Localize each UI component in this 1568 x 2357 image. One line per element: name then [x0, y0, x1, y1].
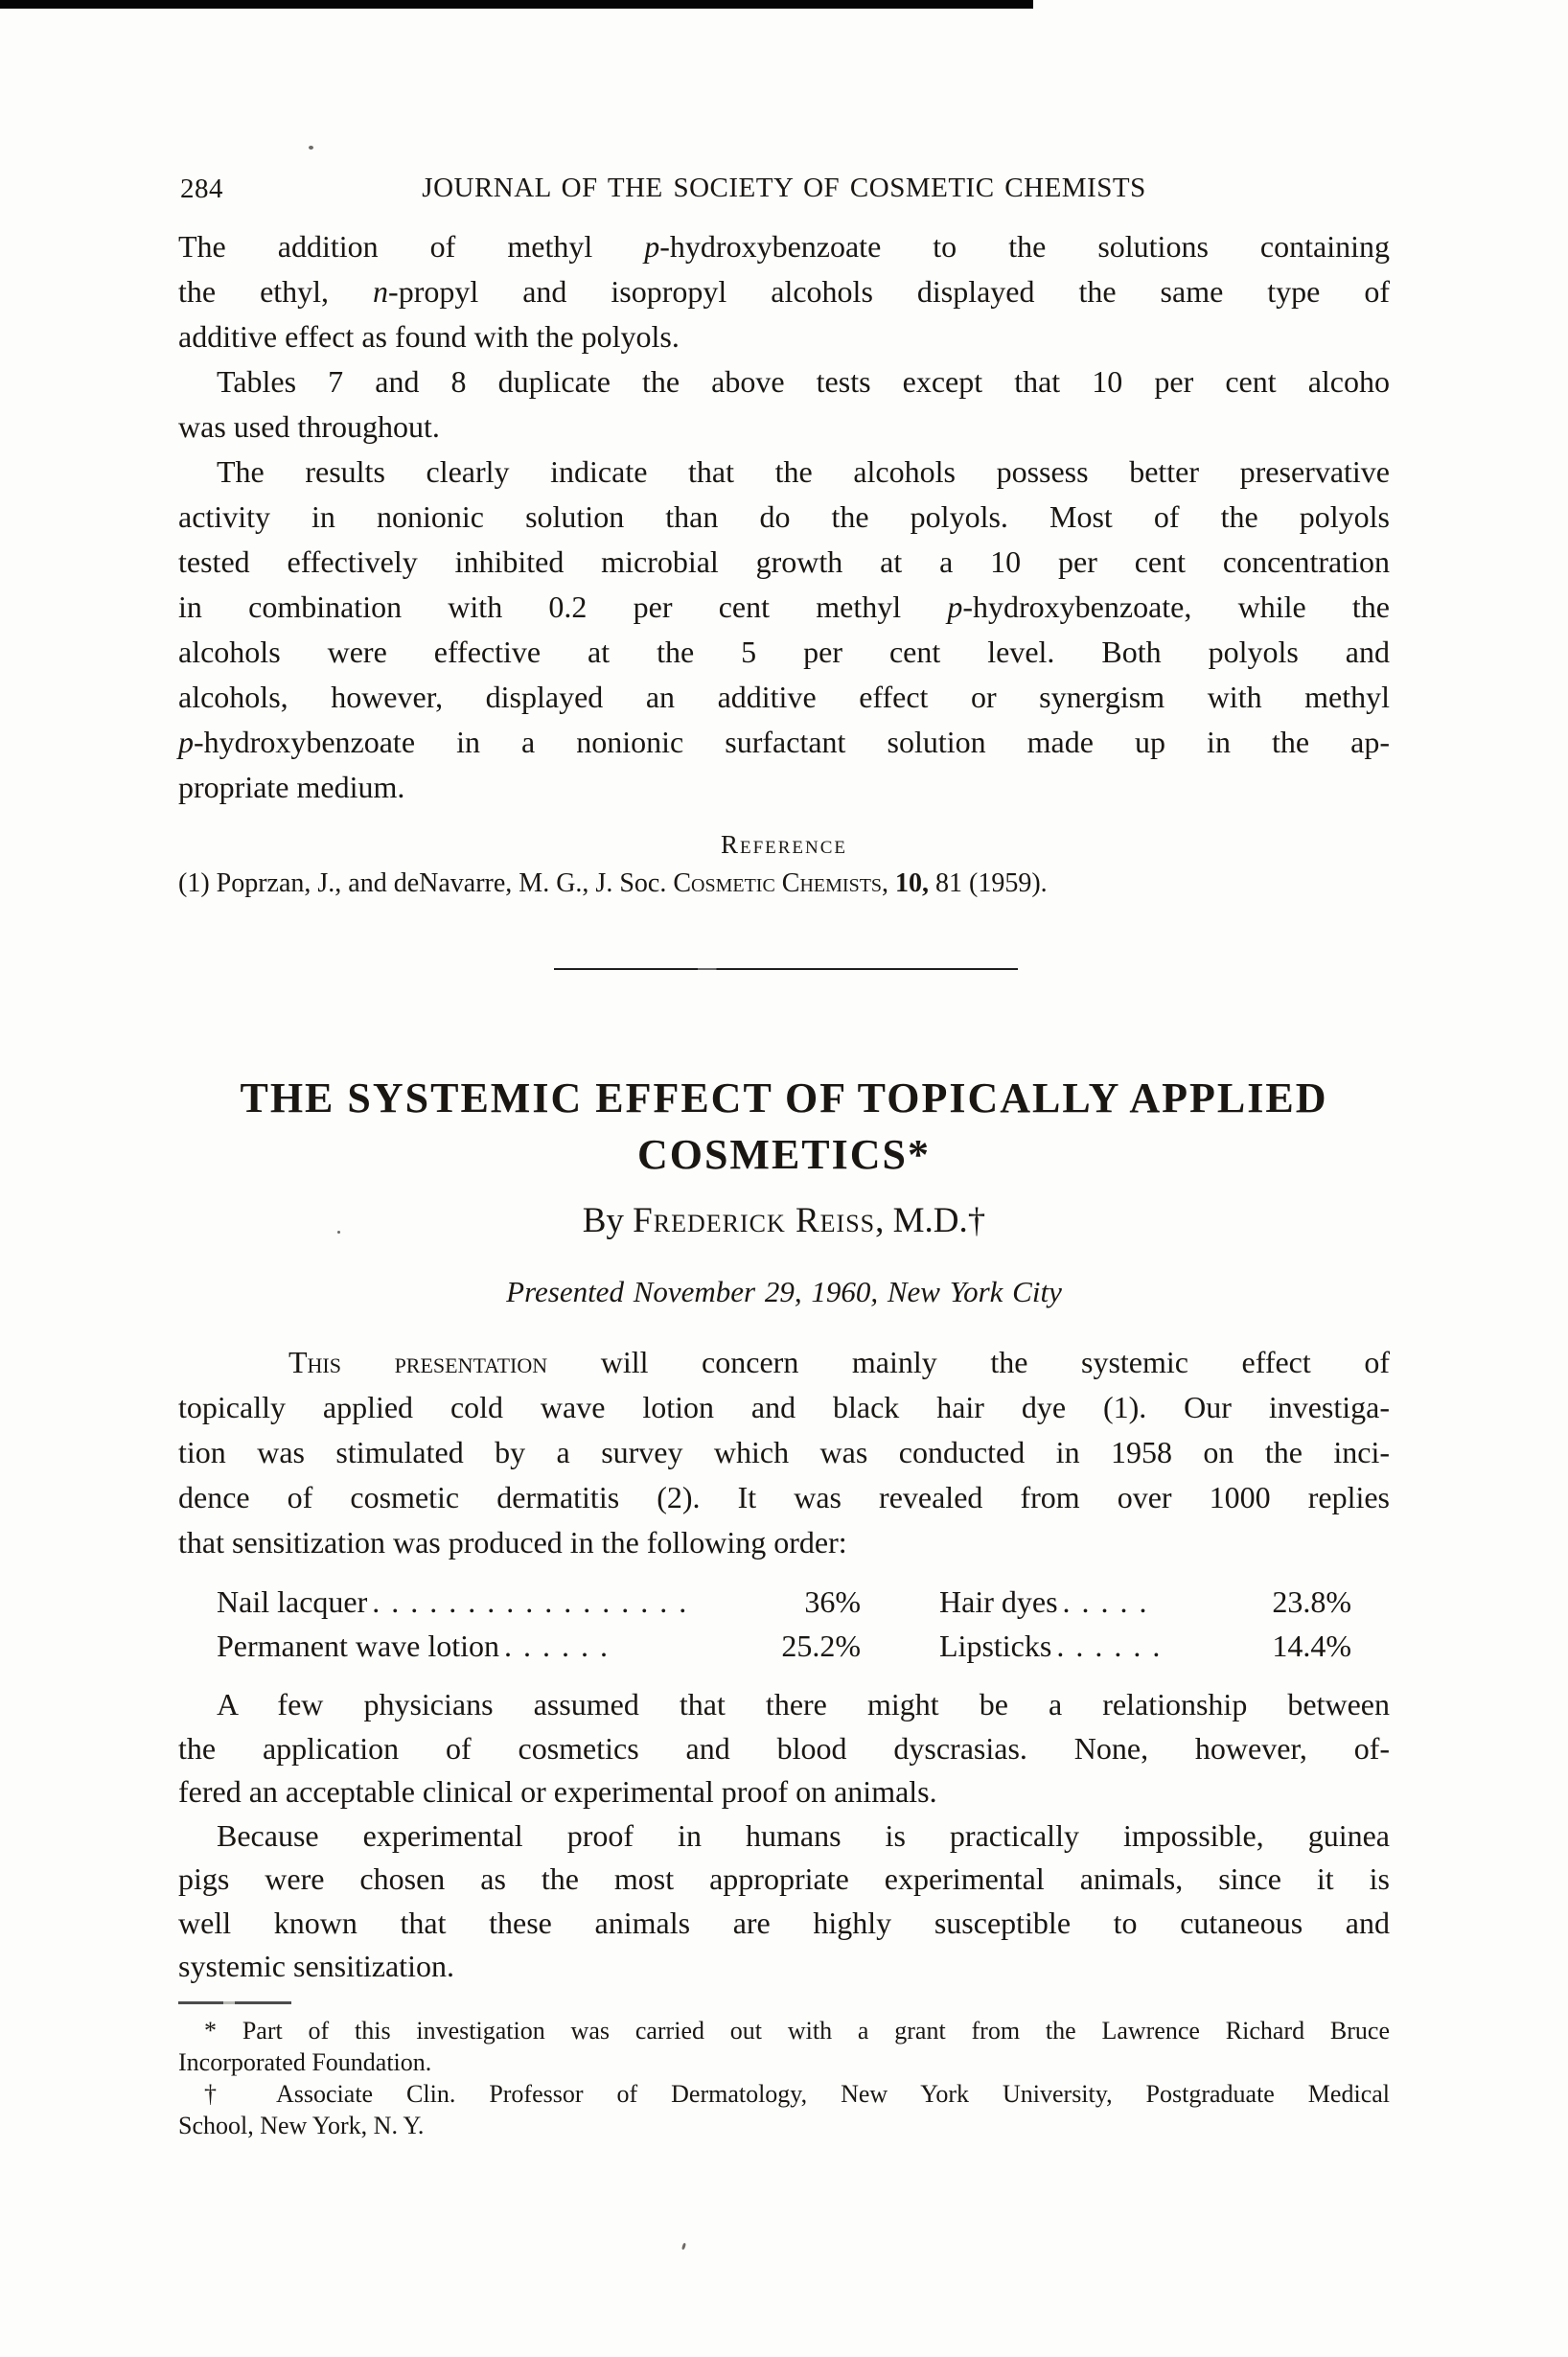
- table-row: [939, 1624, 1351, 1668]
- text-line: pigs were chosen as the most appropriate experimental animals, since it is: [178, 1861, 1390, 1896]
- text-line: A few physicians assumed that there might be a relationship between: [217, 1687, 1390, 1722]
- paragraph: [178, 1814, 1390, 1989]
- table-label: Nail lacquer . . . . . . . . . . . . . . . . .: [217, 1584, 689, 1619]
- text-line: was used throughout.: [178, 409, 440, 444]
- footnote-separator-rule: [178, 2001, 291, 2004]
- table-row: [939, 1580, 1351, 1624]
- page-number: 284: [180, 173, 223, 204]
- text-line: propriate medium.: [178, 770, 405, 804]
- footnotes: [178, 2015, 1390, 2141]
- table-value: 25.2%: [781, 1629, 861, 1663]
- text-line: p-hydroxybenzoate in a nonionic surfactant solution made up in the ap-: [178, 725, 1390, 759]
- article-continuation: [178, 1683, 1390, 1989]
- byline: By Frederick Reiss, M.D.†: [582, 1201, 986, 1240]
- table-value: 14.4%: [1272, 1629, 1351, 1663]
- scan-edge-artifact: [0, 0, 1033, 9]
- presentation-note: Presented November 29, 1960, New York City: [506, 1275, 1062, 1308]
- text-line: the ethyl, n-propyl and isopropyl alcohols displayed the same type of: [178, 274, 1391, 309]
- text-line: tion was stimulated by a survey which was conducted in 1958 on the inci-: [178, 1435, 1390, 1469]
- footnote: [178, 2078, 1390, 2141]
- text-line: tested effectively inhibited microbial growth at a 10 per cent concentration: [178, 544, 1390, 579]
- leader-dots: . . . . . .: [504, 1629, 611, 1663]
- table-label: Hair dyes . . . . .: [939, 1584, 1149, 1619]
- table-value: 36%: [804, 1584, 861, 1619]
- section-divider-rule: [554, 968, 1018, 970]
- text-line: alcohols were effective at the 5 per cent level. Both polyols and: [178, 635, 1390, 669]
- paragraph: [178, 224, 1390, 359]
- previous-article-text: [178, 224, 1390, 810]
- paragraph: [178, 1340, 1390, 1565]
- text-line: additive effect as found with the polyols.: [178, 319, 680, 354]
- paragraph: [178, 450, 1390, 810]
- article-intro: [178, 1340, 1390, 1565]
- table-value: 23.8%: [1272, 1584, 1351, 1619]
- text-line: * Part of this investigation was carried out with a grant from the Lawrence Richard Bruce: [204, 2017, 1390, 2045]
- text-line: that sensitization was produced in the following order:: [178, 1525, 847, 1560]
- text-line: The addition of methyl p-hydroxybenzoate to the solutions containing: [178, 229, 1390, 264]
- sensitization-table: [178, 1580, 1390, 1675]
- journal-title: JOURNAL OF THE SOCIETY OF COSMETIC CHEMISTS: [422, 173, 1146, 203]
- table-column-left: [217, 1580, 861, 1668]
- text-line: the application of cosmetics and blood dyscrasias. None, however, of-: [178, 1730, 1390, 1766]
- text-line: dence of cosmetic dermatitis (2). It was revealed from over 1000 replies: [178, 1480, 1390, 1514]
- table-column-right: [939, 1580, 1351, 1668]
- reference-heading: Reference: [720, 830, 848, 859]
- reference-entry: (1) Poprzan, J., and deNavarre, M. G., J. Soc. Cosmetic Chemists, 10, 81 (1959).: [178, 868, 1048, 898]
- leader-dots: . . . . . .: [1056, 1629, 1163, 1663]
- running-head: [178, 173, 1390, 204]
- text-line: fered an acceptable clinical or experimental proof on animals.: [178, 1774, 937, 1809]
- article-title: [178, 1070, 1390, 1183]
- text-line: The results clearly indicate that the alcohols possess better preservative: [217, 454, 1390, 489]
- title-line: THE SYSTEMIC EFFECT OF TOPICALLY APPLIED: [240, 1075, 1328, 1121]
- table-row: [217, 1580, 861, 1624]
- text-line: well known that these animals are highly susceptible to cutaneous and: [178, 1905, 1390, 1940]
- leader-dots: . . . . . . . . . . . . . . . . .: [372, 1584, 689, 1619]
- table-row: [217, 1624, 861, 1668]
- text-line: This presentation will concern mainly the systemic effect of: [288, 1345, 1390, 1379]
- footnote: [178, 2015, 1390, 2078]
- text-line: Tables 7 and 8 duplicate the above tests except that 10 per cent alcoho: [217, 364, 1390, 399]
- text-line: Incorporated Foundation.: [178, 2048, 432, 2076]
- scan-speck: [309, 146, 313, 150]
- paragraph: [178, 359, 1390, 450]
- text-line: in combination with 0.2 per cent methyl p-hydroxybenzoate, while the: [178, 589, 1391, 624]
- leader-dots: . . . . .: [1062, 1584, 1149, 1619]
- title-line: COSMETICS*: [636, 1131, 932, 1178]
- scan-speck: [681, 2243, 686, 2251]
- text-line: activity in nonionic solution than do the polyols. Most of the polyols: [178, 499, 1390, 534]
- text-line: systemic sensitization.: [178, 1949, 454, 1983]
- text-line: topically applied cold wave lotion and black hair dye (1). Our investiga-: [178, 1390, 1390, 1424]
- table-label: Lipsticks . . . . . .: [939, 1629, 1163, 1663]
- text-line: † Associate Clin. Professor of Dermatology, New York University, Postgraduate Medical: [204, 2080, 1390, 2108]
- text-line: School, New York, N. Y.: [178, 2112, 425, 2139]
- table-label: Permanent wave lotion . . . . . .: [217, 1629, 611, 1663]
- paragraph: [178, 1683, 1390, 1814]
- text-line: Because experimental proof in humans is practically impossible, guinea: [217, 1817, 1390, 1853]
- text-line: alcohols, however, displayed an additive effect or synergism with methyl: [178, 680, 1390, 714]
